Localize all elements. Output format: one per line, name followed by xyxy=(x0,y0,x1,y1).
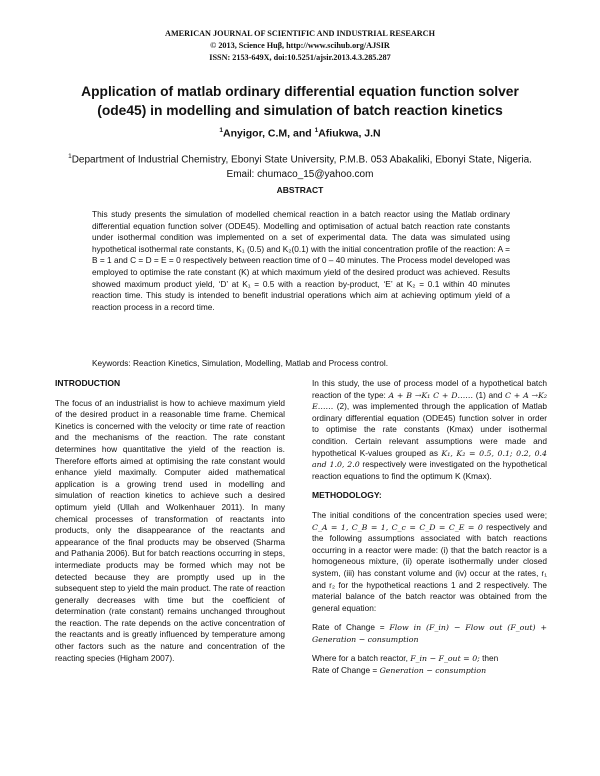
study-text-b: (1) and xyxy=(473,389,505,400)
journal-name: AMERICAN JOURNAL OF SCIENTIFIC AND INDUSTRIAL RESEARCH xyxy=(165,29,435,38)
abstract-text: This study presents the simulation of modelled chemical reaction in a batch reactor using the Matlab ordinary differential equation function solver (ODE45). Modelling and optimisation of actual batch reaction rate constants under isothermal condition was implemented on a set of experimental data. The data was simulated using hypothetical isothermal rate constants, K₁ (0.5) and K₂(0.1) with the initial concentration profile of the reaction: A = B = 1 and C = D = E = 0 respectively between reaction time of 0 – 40 minutes. The Process model developed was employed to optimise the rate constant (K) at which maximum yield of the desired product was achieved. Results showed maximum product yield, ‘D’ at K₁ = 0.5 with a reaction by-product, ‘E’ at K₂ = 0.1 within 40 minutes reaction time. This study is intended to benefit industrial operations which aim at achieving optimum yield of a reaction process in a record time. xyxy=(92,209,510,312)
methodology-text-a: The initial conditions of the concentration species used were; xyxy=(312,509,547,520)
author1-affil-mark: 1 xyxy=(219,127,223,134)
batch-reactor-paragraph xyxy=(312,653,547,676)
author1: Anyigor, C.M, and xyxy=(222,127,315,140)
batch-text-a: Where for a batch reactor, xyxy=(312,653,411,664)
left-column xyxy=(55,378,285,664)
author2-affil-mark: 1 xyxy=(314,127,319,134)
study-text-a: In this study, the use of process model of a hypothetical batch reaction of the type: xyxy=(312,378,547,400)
methodology-heading: METHODOLOGY: xyxy=(312,490,382,501)
rate-of-change-equation xyxy=(312,622,547,645)
batch-text-b: then xyxy=(479,653,499,664)
journal-issn-doi: ISSN: 2153-649X, doi:10.5251/ajsir.2013.4.3.285.287 xyxy=(209,53,391,62)
keywords: Keywords: Reaction Kinetics, Simulation, Modelling, Matlab and Process control. xyxy=(92,358,389,368)
author-line xyxy=(0,127,600,140)
study-text-c: (2), was implemented through the application of Matlab ordinary differential equation (ODE45) function solver in order to optimise the rate constants (Kmax) under isothermal condition. Certain relevant assumptions were made and hypothetical K-values grouped as xyxy=(312,401,547,458)
affiliation xyxy=(55,150,545,182)
journal-publisher: © 2013, Science Huβ, http://www.scihub.org/AJSIR xyxy=(210,41,390,50)
generation-consumption-equation: Generation − consumption xyxy=(379,666,487,676)
reaction-equation-1: A + B →K₁ C + D…… xyxy=(388,390,474,400)
flow-balance-equation: F_in − F_out = 0; xyxy=(410,654,480,664)
rate-of-change-label: Rate of Change = xyxy=(312,622,390,633)
right-column xyxy=(312,378,547,677)
introduction-heading: INTRODUCTION xyxy=(55,378,121,388)
k-values: K₁, K₂ = 0.5, 0.1; 0.2, 0.4 and 1.0, 2.0 xyxy=(312,448,547,470)
study-paragraph xyxy=(312,378,547,482)
methodology-text-b: respectively and the following assumptions associated with batch reactions occurring in a reactor were made: (i) that the batch reactor is a homogeneous mixture, (ii) operate isothermally under closed system, (iii) has constant volume and (iv) occur at the rates, r₁ and r₂ for the hypothetical reactions 1 and 2 respectively. The material balance of the batch reactor was obtained from the general equation: xyxy=(312,521,547,613)
affiliation-mark: 1 xyxy=(68,153,72,160)
methodology-paragraph xyxy=(312,510,547,614)
rate-of-change-label-2: Rate of Change = xyxy=(312,665,380,676)
material-balance-equation: Flow in (F_in) − Flow out (F_out) + Generation − consumption xyxy=(312,623,547,644)
author2: Afiukwa, J.N xyxy=(318,127,381,140)
paper-title: Application of matlab ordinary differential equation function solver (ode45) in modelling and simulation of batch reaction kinetics xyxy=(81,84,519,118)
abstract-heading: ABSTRACT xyxy=(276,185,324,195)
affiliation-text: Department of Industrial Chemistry, Ebonyi State University, P.M.B. 053 Abakaliki, Ebonyi State, Nigeria. Email: chumaco_15@yahoo.com xyxy=(71,154,532,180)
initial-conditions: C_A = 1, C_B = 1, C_c = C_D = C_E = 0 xyxy=(312,522,483,532)
study-text-d: respectively were investigated on the hypothetical reaction equations to find the optimum K (Kmax). xyxy=(312,459,547,481)
introduction-paragraph: The focus of an industrialist is how to achieve maximum yield of the desired product in a reasonable time frame. Chemical Kinetics is concerned with the velocity or time rate of reaction and the mechanisms of the reaction. The rate constant determines how quantitative the yield of the reaction is. Therefore efforts aimed at optimising the rate constant would enhance yield maximally. Computer aided mathematical application is a growing trend used in modelling and simulation of reaction kinetics to achieve such a desired optimum yield (Ullah and Wolkenhauer 2011). In many chemical processes of transformation of reactants into products, only the disappearance of the reactants and appearance of the final products may be observed (Sharma and Pathania 2006). But for batch reactions occurring in steps, intermediate products may be formed which may not be detected because they are promptly used up in the subsequent step to yield the main product. The rate of reaction generally decreases with time but the coefficient of determination (rate constant) remains unchanged throughout the reaction. The rate depends on the active concentration of the reactants and is greatly influenced by temperature among other factors such as the nature and concentration of the reacting species (Higham 2007). xyxy=(55,397,285,663)
reaction-equation-2: C + A →K₂ E…… xyxy=(312,390,547,412)
